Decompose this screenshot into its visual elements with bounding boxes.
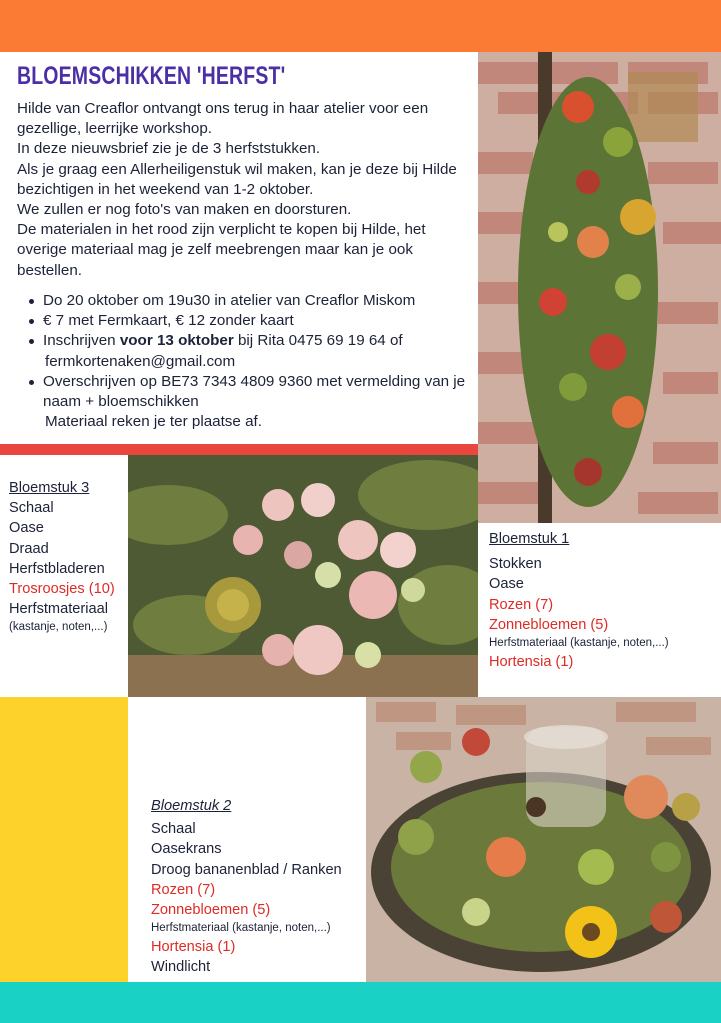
top-color-bar [0, 0, 721, 52]
list-item: Stokken [489, 556, 542, 573]
list-item: Schaal [151, 821, 196, 838]
bloemstuk-2-heading: Bloemstuk 2 [151, 798, 232, 814]
intro-paragraph: We zullen er nog foto's van maken en doorsturen. [17, 201, 352, 219]
list-item: Herfstbladeren [9, 560, 105, 577]
intro-paragraph: Hilde van Creaflor ontvangt ons terug in haar atelier voor een gezellige, leerrijke workshop. [17, 100, 429, 138]
bloemstuk-1-list [489, 529, 717, 672]
list-note: (kastanje, noten,...) [9, 621, 108, 634]
list-item: Oasekrans [151, 841, 222, 858]
bullet-date: Do 20 oktober om 19u30 in atelier van Creaflor Miskom [27, 291, 477, 311]
list-item: Oase [489, 576, 524, 593]
intro-paragraph: De materialen in het rood zijn verplicht te kopen bij Hilde, het overige materiaal mag je zelf meebrengen maar kan je ook bestellen. [17, 221, 426, 279]
intro-text [17, 99, 472, 281]
register-email[interactable]: fermkortenaken@gmail.com [45, 352, 236, 370]
list-item: Draad [9, 540, 49, 557]
yellow-accent-block [0, 697, 128, 982]
bloemstuk-2-list [151, 796, 366, 978]
list-item: Droog bananenblad / Ranken [151, 861, 342, 878]
intro-paragraph: Als je graag een Allerheiligenstuk wil maken, kan je deze bij Hilde bezichtigen in het weekend van 1-2 oktober. [17, 160, 457, 198]
register-text: Inschrijven [43, 332, 120, 350]
bottom-color-bar [0, 982, 721, 1023]
list-item: Schaal [9, 500, 54, 517]
photo-bloemstuk-3 [128, 455, 478, 697]
list-item-required: Rozen (7) [489, 596, 554, 613]
list-item-required: Rozen (7) [151, 881, 216, 898]
list-item-required: Hortensia (1) [489, 654, 574, 671]
intro-paragraph: In deze nieuwsbrief zie je de 3 herfststukken. [17, 140, 321, 158]
bloemstuk-1-heading: Bloemstuk 1 [489, 531, 570, 547]
list-note: Herfstmateriaal (kastanje, noten,...) [489, 637, 669, 650]
material-note: Materiaal reken je ter plaatse af. [45, 413, 262, 431]
event-details-list [27, 291, 477, 432]
list-note: Herfstmateriaal (kastanje, noten,...) [151, 922, 331, 935]
list-item-required: Zonnebloemen (5) [489, 616, 609, 633]
page-title: BLOEMSCHIKKEN 'HERFST' [17, 62, 286, 90]
bullet-price: € 7 met Fermkaart, € 12 zonder kaart [27, 311, 477, 331]
red-divider-band [0, 444, 478, 455]
list-item-required: Trosroosjes (10) [9, 581, 115, 598]
list-item: Oase [9, 520, 44, 537]
list-item: Windlicht [151, 959, 211, 976]
list-item-required: Hortensia (1) [151, 939, 236, 956]
bloemstuk-3-list [9, 478, 129, 636]
bullet-register [27, 331, 477, 371]
bloemstuk-3-heading: Bloemstuk 3 [9, 480, 90, 496]
bullet-transfer: Overschrijven op BE73 7343 4809 9360 met vermelding van je naam + bloemschikken [27, 372, 477, 412]
photo-bloemstuk-1 [478, 52, 721, 523]
list-item-required: Zonnebloemen (5) [151, 902, 271, 919]
register-contact: bij Rita 0475 69 19 64 of [233, 332, 403, 350]
register-deadline: voor 13 oktober [119, 332, 234, 350]
photo-bloemstuk-2 [366, 697, 721, 982]
list-item: Herfstmateriaal [9, 601, 108, 618]
